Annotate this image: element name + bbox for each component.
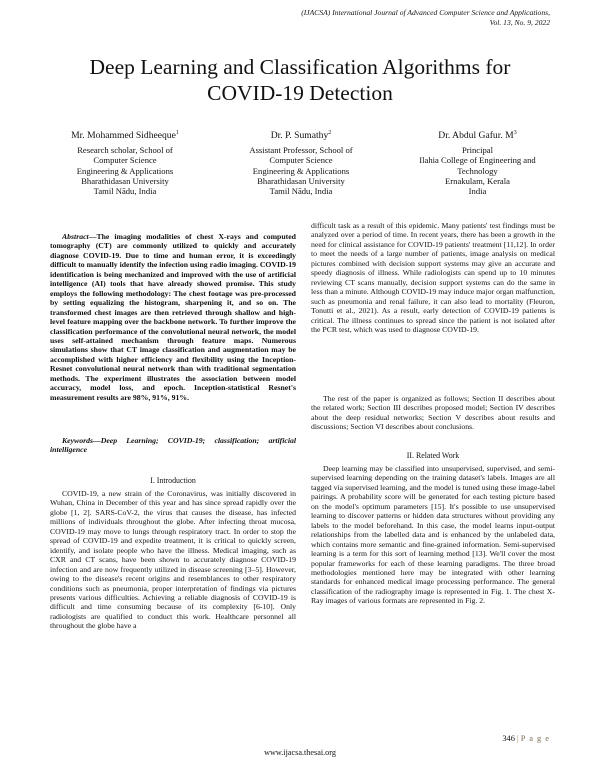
author-2-affiliation-line: Tamil Nādu, India [269, 186, 333, 196]
author-2-affiliation-line: Computer Science [269, 155, 333, 166]
intro-continued-paragraph: difficult task as a result of this epidemic. Many patients' test findings must be analyzed over a period of time. In recent years, there has been a growth in the need for clinical assistance for COVID-19 patients' treatment [11,12]. In order to meet the needs of a large number of patients, image analysis on medical pictures combined with decision support systems may give an accurate and speedy diagnosis of illness. While radiologists can spend up to 10 minutes reviewing CT scans manually, decision support systems can do the same in less than a minute. Although COVID-19 may induce major organ malfunction, such as pneumonia and renal failure, it can also lead to mortality (Fleuron, Tonutti et al., 2021). As a result, early detection of COVID-19 patients is critical. The illness continues to spread since the patient is not isolated after the PCR test, which was used to diagnose COVID-19. [311, 221, 555, 334]
author-2-affiliation-line: Bharathidasan University [257, 175, 345, 186]
right-column-body [311, 221, 555, 334]
section-heading-related-work: II. Related Work [406, 451, 460, 460]
abstract-text: —The imaging modalities of chest X-rays and computed tomography (CT) are commonly utilized to quickly and accurately diagnose COVID-19. Due to time and human error, it is exceedingly difficult to manually identify the infection using radio imaging. COVID-19 identification is being mechanized and improved with the use of artificial intelligence (AI) tools that have already showed promise. This study employs the following methodology: The chest footage was pre-processed by setting equalizing the histogram, sharpening it, and so on. The transformed chest images are then retrieved through shallow and high-level feature mapping over the backbone network. To further improve the classification performance of the convolutional neural network, the model uses self-attained mechanism through feature maps. Numerous simulations show that CT image classification and augmentation may be accomplished with higher efficiency and flexibility using the Inception-Resnet convolutional neural network than with traditional segmentation methods. The experiment illustrates the association between model accuracy, model loss, and epoch. Inception-statistical Resnet's measurement results are 98%, 91%, 91%. [50, 232, 296, 402]
author-2-affiliation-line: Assistant Professor, School of [249, 145, 353, 156]
author-1-affiliation-line: Bharathidasan University [81, 175, 169, 186]
author-3-affiliation-line: Principal [461, 145, 494, 156]
author-1 [50, 127, 200, 196]
author-3-affiliation-line: Technology [457, 165, 498, 176]
page-word: P a g e [520, 734, 550, 743]
author-1-sup: 1 [175, 130, 179, 136]
keywords [50, 436, 296, 455]
organization-paragraph: The rest of the paper is organized as follows; Section II describes about the related work; Section III describes proposed model; Section IV describes about the deep residual networks; Section V describes about results and discussions; Section VI describes about conclusions. [311, 394, 555, 432]
related-work-paragraph: Deep learning may be classified into unsupervised, supervised, and semi-supervised learning depending on the training dataset's labels. Images are all tagged via supervised learning, and the model is tuned using these image-label pairings. A probability score will be generated for each testing picture based on the model's optimum parameters [15]. It's possible to use unsupervised learning to discover patterns or hidden data structures without providing any labels to the model beforehand. In this case, the model learns input-output relationships from the labelled data and is enhanced by the unlabeled data, which contains more semantic and fine-grained information. Semi-supervised learning is a term for this sort of learning method [13]. We'll cover the most popular frameworks for each of these learning paradigms. The three broad methodologies mentioned here may be integrated with other learning standards for enhanced medical image processing performance. The general classification of the radiography image is represented in Fig. 1. The chest X-Ray images of various formats are represented in Fig. 2. [311, 464, 555, 606]
author-3-affiliation-line: Ilahia College of Engineering and [419, 155, 536, 166]
author-3 [400, 127, 555, 196]
abstract-label: Abstract [62, 232, 89, 241]
author-3-affiliation-line: India [468, 186, 487, 196]
keywords-label: Keywords [62, 436, 93, 445]
journal-name: (IJACSA) International Journal of Advanced Computer Science and Applications, [301, 8, 550, 17]
author-2-affiliation-line: Engineering & Applications [252, 165, 350, 176]
journal-header [301, 8, 550, 28]
paper-title [50, 54, 550, 106]
author-1-affiliation-line: Engineering & Applications [76, 165, 174, 176]
author-1-affiliation-line: Computer Science [93, 155, 157, 166]
author-3-affiliation-line: Ernakulam, Kerala [445, 175, 510, 186]
keywords-text: —Deep Learning; COVID-19; classification; artificial intelligence [50, 436, 296, 455]
author-2 [223, 127, 379, 196]
author-2-sup: 2 [328, 130, 332, 136]
author-1-affiliation-line: Tamil Nādu, India [93, 186, 157, 196]
page-number [502, 734, 550, 743]
author-2-name: Dr. P. Sumathy [270, 130, 329, 142]
author-3-sup: 3 [513, 130, 517, 136]
page-number-value: 346 [502, 734, 515, 743]
author-1-name: Mr. Mohammed Sidheeque [71, 130, 176, 142]
author-3-name: Dr. Abdul Gafur. M [438, 130, 514, 142]
introduction-paragraph: COVID-19, a new strain of the Coronavirus, was initially discovered in Wuhan, China in December of this year and has since spread rapidly over the globe [1, 2]. SARS-CoV-2, the virus that causes the disease, has infected millions of individuals throughout the globe. After infecting throat mucosa, COVID-19 may move to lungs through respiratory tract. In order to stop the spread of COVID-19 and expedite treatment, it is critical to quickly screen, identify, and isolate people who have the illness. Medical imaging, such as CXR and CT scans, have been shown to accurately diagnose COVID-19 infection and are now frequently utilized in disease screening [3–5]. However, owing to the disease's recent origins and resemblances to other respiratory conditions such as pneumonia, proper interpretation of findings via pictures presents various difficulties. Achieving a reliable diagnosis of COVID-19 is difficult and time consuming because of its complexity [6-10]. Only radiologists are qualified to conduct this work. Healthcare personnel all throughout the globe have a [50, 489, 296, 631]
organization-block [311, 394, 555, 432]
related-work-body [311, 464, 555, 606]
introduction-body [50, 489, 296, 631]
abstract [50, 232, 296, 402]
section-heading-introduction: I. Introduction [150, 476, 196, 485]
footer-url[interactable]: www.ijacsa.thesai.org [264, 748, 336, 757]
author-1-affiliation-line: Research scholar, School of [77, 145, 173, 156]
journal-volume: Vol. 13, No. 9, 2022 [489, 18, 550, 27]
page-separator: | [516, 734, 519, 743]
paper-title-line-2: COVID-19 Detection [207, 81, 393, 105]
paper-title-line-1: Deep Learning and Classification Algorithms for [89, 55, 511, 79]
